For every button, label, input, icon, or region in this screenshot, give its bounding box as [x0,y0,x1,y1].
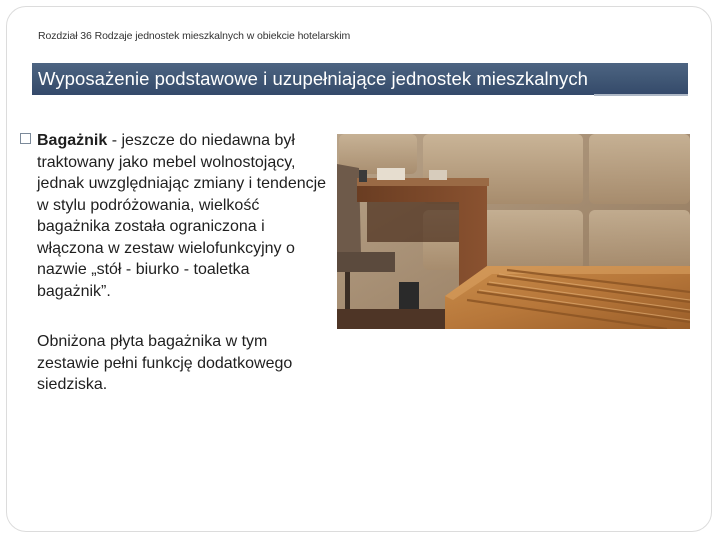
bullet-square-icon [20,133,31,144]
hotel-room-photo [337,134,690,329]
second-paragraph: Obniżona płyta bagażnika w tym zestawie pełni funkcję dodatkowego siedziska. [37,333,293,393]
title-bar [32,63,688,95]
chapter-header: Rozdział 36 Rodzaje jednostek mieszkalnych w obiekcie hotelarskim [38,30,351,42]
bullet-term: Bagażnik [37,132,108,149]
bullet-paragraph [37,130,327,302]
bullet-text: - jeszcze do niedawna był traktowany jako mebel wolnostojący, jednak uwzględniając zmiany i tendencje w stylu podróżowania, wielkość bagażnika została ograniczona i włączona w zestaw wielofunkcyjny o nazwie „stół - biurko - toaletka bagażnik”. [37,132,327,300]
slide-title: Wyposażenie podstawowe i uzupełniające jednostek mieszkalnych [38,68,588,89]
title-underline [594,94,688,96]
